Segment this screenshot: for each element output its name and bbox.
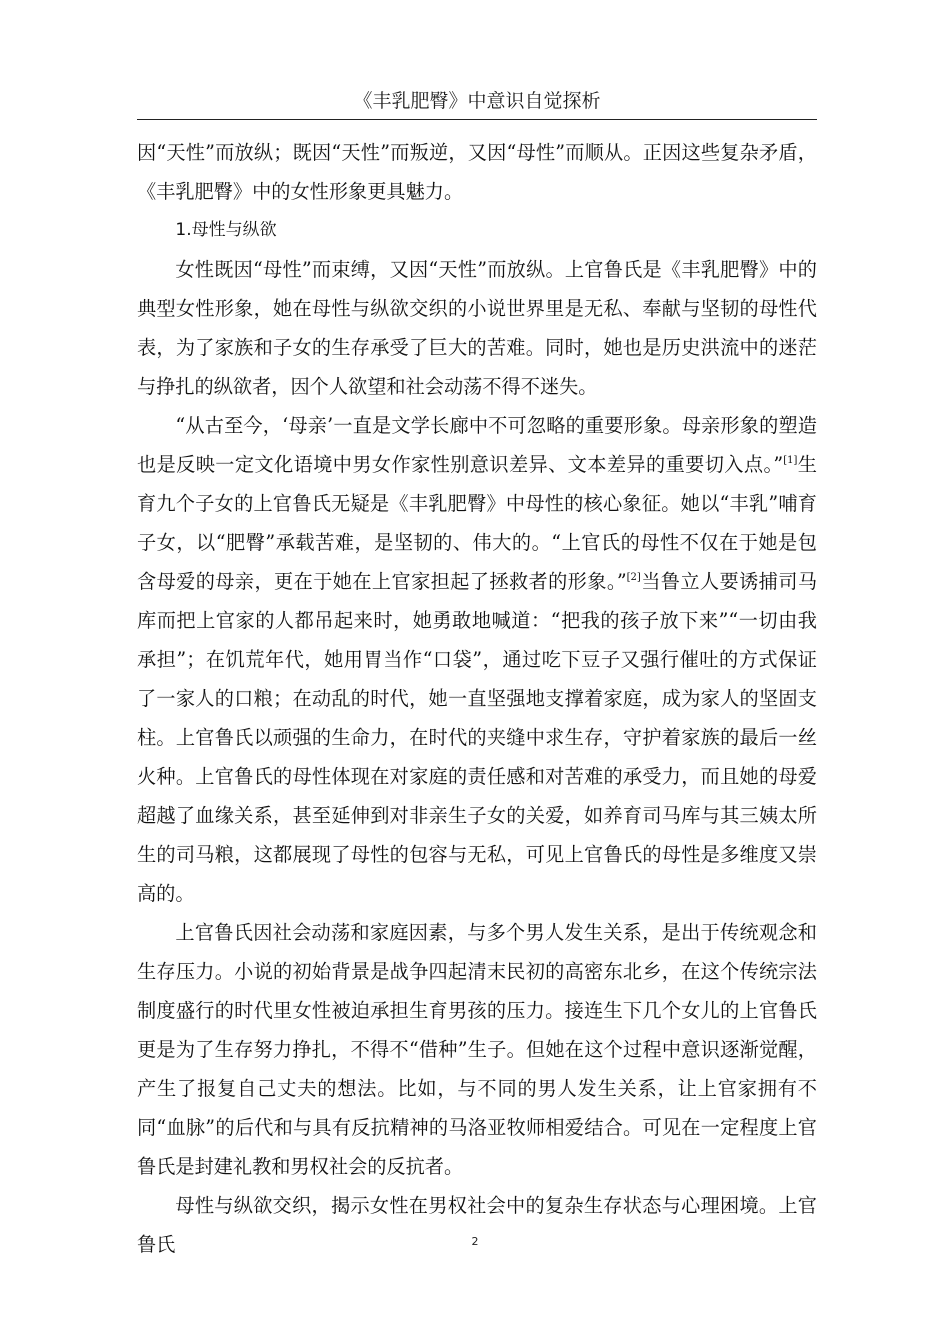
paragraph: 母性与纵欲交织，揭示女性在男权社会中的复杂生存状态与心理困境。上官鲁氏 (137, 1194, 817, 1256)
paragraph-text: 生育九个子女的上官鲁氏无疑是《丰乳肥臀》中母性的核心象征。她以“丰乳”哺育子女，以“肥臀”承载苦难，是坚韧的、伟大的。“上官氏的母性不仅在于她是包含母爱的母亲，更在于她在上官家担起了拯救者的形象。” (137, 453, 817, 593)
paragraph (137, 406, 817, 913)
page-number: 2 (471, 1235, 479, 1248)
body-text (137, 133, 817, 1264)
paragraph: 上官鲁氏因社会动荡和家庭因素，与多个男人发生关系，是出于传统观念和生存压力。小说的初始背景是战争四起清末民初的高密东北乡，在这个传统宗法制度盛行的时代里女性被迫承担生育男孩的压力。接连生下几个女儿的上官鲁氏更是为了生存努力挣扎，不得不“借种”生子。但她在这个过程中意识逐渐觉醒，产生了报复自己丈夫的想法。比如，与不同的男人发生关系，让上官家拥有不同“血脉”的后代和与具有反抗精神的马洛亚牧师相爱结合。可见在一定程度上官鲁氏是封建礼教和男权社会的反抗者。 (137, 921, 817, 1178)
paragraph-text: “从古至今，‘母亲’一直是文学长廊中不可忽略的重要形象。母亲形象的塑造也是反映一定文化语境中男女作家性别意识差异、文本差异的重要切入点。” (137, 414, 817, 476)
running-header: 《丰乳肥臀》中意识自觉探析 (353, 90, 601, 112)
section-heading: 1.母性与纵欲 (175, 220, 277, 240)
paragraph: 女性既因“母性”而束缚，又因“天性”而放纵。上官鲁氏是《丰乳肥臀》中的典型女性形象，她在母性与纵欲交织的小说世界里是无私、奉献与坚韧的母性代表，为了家族和子女的生存承受了巨大的苦难。同时，她也是历史洪流中的迷茫与挣扎的纵欲者，因个人欲望和社会动荡不得不迷失。 (137, 258, 817, 398)
paragraph-continuation: 因“天性”而放纵；既因“天性”而叛逆，又因“母性”而顺从。正因这些复杂矛盾，《丰乳肥臀》中的女性形象更具魅力。 (137, 141, 817, 203)
header-rule (137, 119, 817, 120)
citation-marker: [2] (626, 572, 641, 583)
citation-marker: [1] (783, 455, 798, 466)
paragraph-text: 当鲁立人要诱捕司马库而把上官家的人都吊起来时，她勇敢地喊道：“把我的孩子放下来”“一切由我承担”；在饥荒年代，她用胃当作“口袋”，通过吃下豆子又强行催吐的方式保证了一家人的口粮；在动乱的时代，她一直坚强地支撑着家庭，成为家人的坚固支柱。上官鲁氏以顽强的生命力，在时代的夹缝中求生存，守护着家族的最后一丝火种。上官鲁氏的母性体现在对家庭的责任感和对苦难的承受力，而且她的母爱超越了血缘关系，甚至延伸到对非亲生子女的关爱，如养育司马库与其三姨太所生的司马粮，这都展现了母性的包容与无私，可见上官鲁氏的母性是多维度又崇高的。 (137, 570, 818, 905)
